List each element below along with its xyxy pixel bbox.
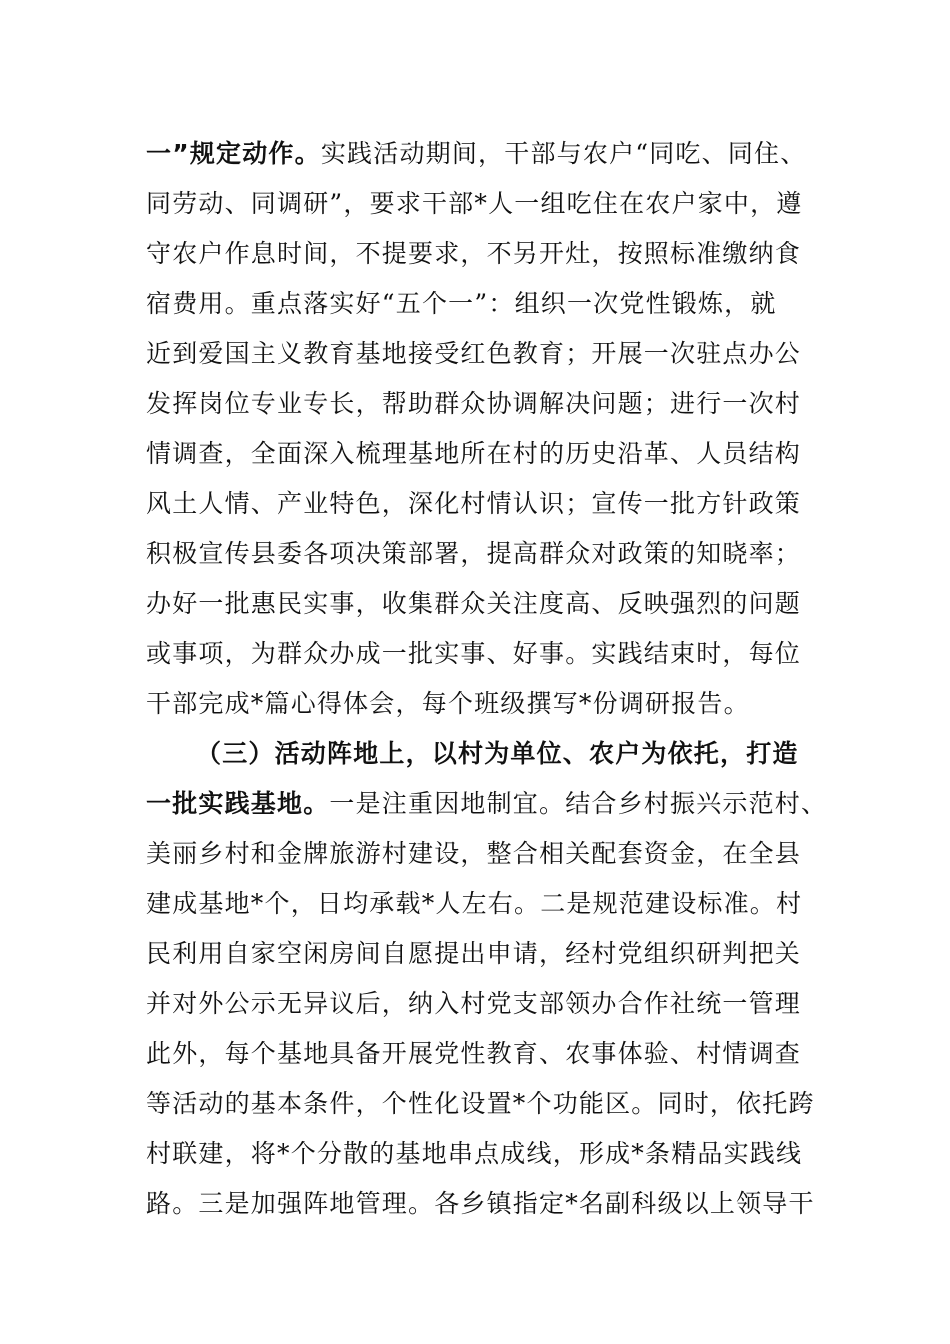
section-heading-line (146, 729, 816, 779)
text-line (146, 929, 816, 979)
line-text: 办好一批惠民实事，收集群众关注度高、反映强烈的问题 (146, 589, 802, 618)
text-line (146, 779, 828, 829)
text-line (146, 1179, 816, 1229)
line-text: 发挥岗位专业专长，帮助群众协调解决问题；进行一次村 (146, 389, 802, 418)
text-line (146, 679, 816, 729)
line-text: 美丽乡村和金牌旅游村建设，整合相关配套资金，在全县 (146, 839, 802, 868)
text-line (146, 1129, 816, 1179)
line-text: 风土人情、产业特色，深化村情认识；宣传一批方针政策 (146, 489, 802, 518)
line-text: 此外，每个基地具备开展党性教育、农事体验、村情调查 (146, 1039, 802, 1068)
text-line (146, 579, 816, 629)
text-line (146, 1079, 816, 1129)
line-text: 或事项，为群众办成一批实事、好事。实践结束时，每位 (146, 639, 802, 668)
text-line (146, 879, 816, 929)
section-heading: （三）活动阵地上，以村为单位、农户为依托，打造 (196, 739, 799, 768)
line-text: 情调查，全面深入梳理基地所在村的历史沿革、人员结构 (146, 439, 802, 468)
text-line (146, 329, 816, 379)
text-line (146, 429, 816, 479)
text-line (146, 529, 816, 579)
line-text: 等活动的基本条件，个性化设置*个功能区。同时，依托跨 (146, 1089, 815, 1118)
line-text: 路。三是加强阵地管理。各乡镇指定*名副科级以上领导干 (146, 1189, 815, 1218)
line-text: 干部完成*篇心得体会，每个班级撰写*份调研报告。 (146, 689, 750, 718)
bold-heading: 一批实践基地。 (146, 789, 330, 818)
text-line (146, 379, 816, 429)
line-text: 宿费用。重点落实好“五个一”：组织一次党性锻炼，就 (146, 289, 777, 318)
text-line (146, 129, 816, 179)
text-line (146, 279, 816, 329)
text-line (146, 179, 816, 229)
line-text: 实践活动期间，干部与农户“同吃、同住、 (320, 139, 807, 168)
text-line (146, 979, 816, 1029)
text-line (146, 479, 816, 529)
text-line (146, 629, 816, 679)
line-text: 同劳动、同调研”，要求干部*人一组吃住在农户家中，遵 (146, 189, 803, 218)
line-text: 村联建，将*个分散的基地串点成线，形成*条精品实践线 (146, 1139, 803, 1168)
line-text: 建成基地*个，日均承载*人左右。二是规范建设标准。村 (146, 889, 803, 918)
line-text: 民利用自家空闲房间自愿提出申请，经村党组织研判把关 (146, 939, 802, 968)
text-line (146, 1029, 816, 1079)
bold-heading: 一”规定动作。 (146, 139, 321, 168)
line-text: 近到爱国主义教育基地接受红色教育；开展一次驻点办公 (146, 339, 802, 368)
line-text: 一是注重因地制宜。结合乡村振兴示范村、 (329, 789, 828, 818)
line-text: 守农户作息时间，不提要求，不另开灶，按照标准缴纳食 (146, 239, 802, 268)
text-line (146, 229, 816, 279)
body-text (146, 129, 828, 1229)
line-text: 积极宣传县委各项决策部署，提高群众对政策的知晓率； (146, 539, 802, 568)
line-text: 并对外公示无异议后，纳入村党支部领办合作社统一管理 (146, 989, 802, 1018)
text-line (146, 829, 816, 879)
